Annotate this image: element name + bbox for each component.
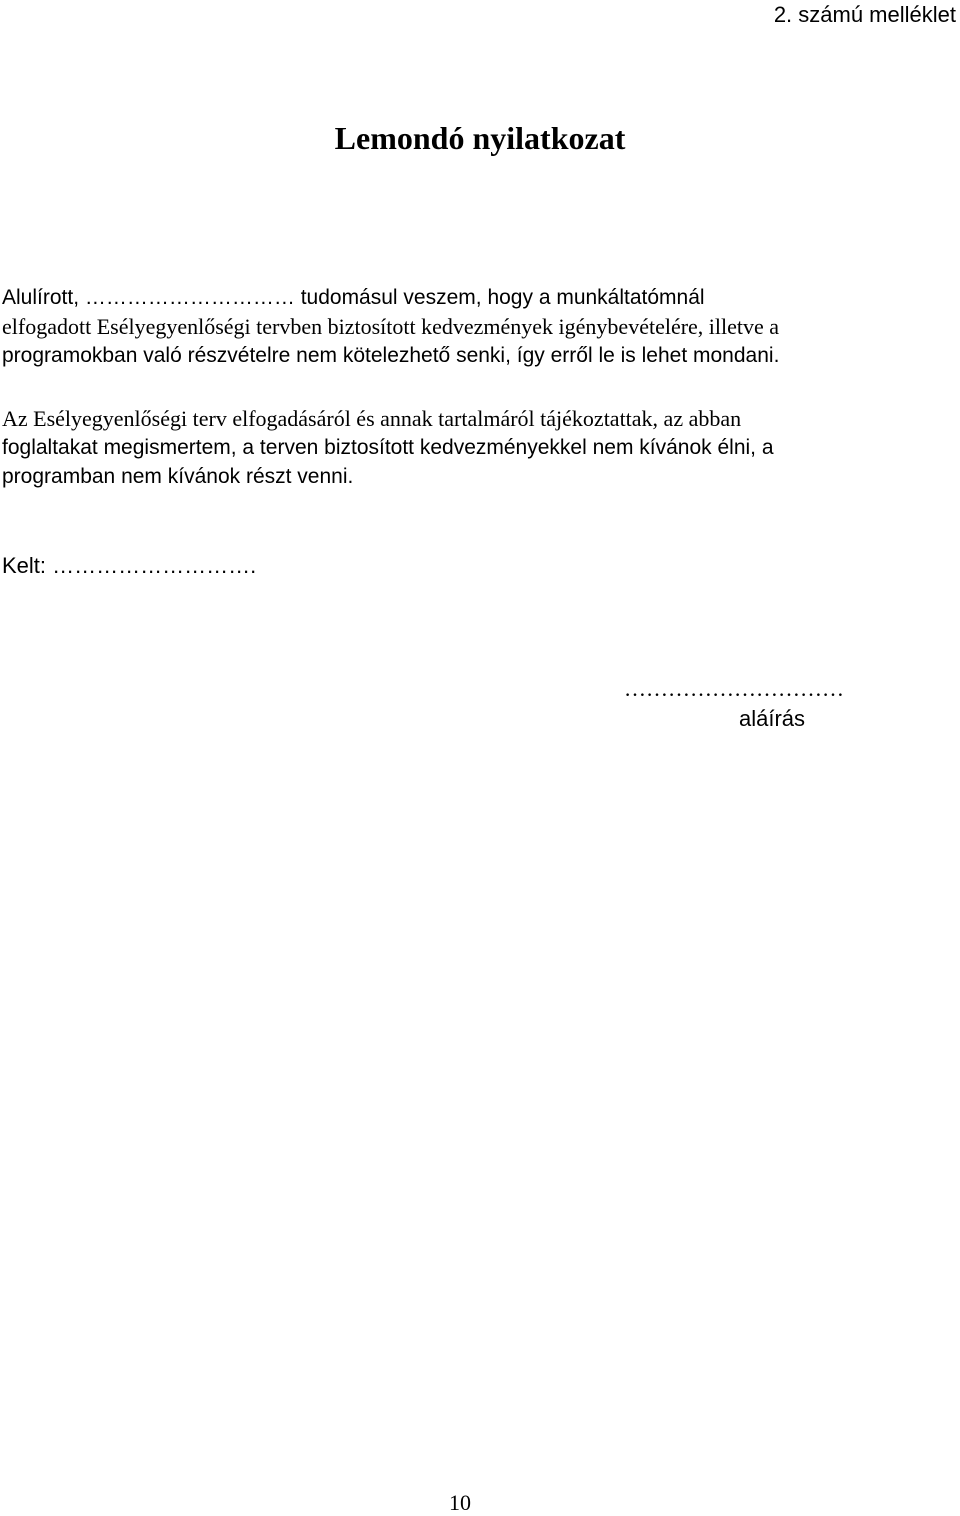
paragraph-line: foglaltakat megismertem, a terven biztosított kedvezményekkel nem kívánok élni, a bbox=[2, 436, 774, 459]
page-number: 10 bbox=[449, 1490, 471, 1515]
acknowledgement-paragraph bbox=[2, 404, 952, 491]
appendix-label: 2. számú melléklet bbox=[773, 2, 956, 27]
paragraph-line: elfogadott Esélyegyenlőségi tervben biztosított kedvezmények igénybevételére, illetve a bbox=[2, 314, 780, 339]
paragraph-line: Az Esélyegyenlőségi terv elfogadásáról és annak tartalmáról tájékoztattak, az abban bbox=[2, 406, 742, 431]
paragraph-line: programban nem kívánok részt venni. bbox=[2, 465, 354, 488]
date-line: Kelt: ………………………. bbox=[2, 553, 257, 578]
declaration-paragraph bbox=[2, 283, 952, 370]
signature-line: ………………………… bbox=[624, 676, 844, 701]
document-title: Lemondó nyilatkozat bbox=[334, 120, 626, 156]
paragraph-line: programokban való részvételre nem kötelezhető senki, így erről le is lehet mondani. bbox=[2, 344, 780, 367]
paragraph-line: Alulírott, ………………………… tudomásul veszem, hogy a munkáltatómnál bbox=[2, 286, 705, 309]
signature-label: aláírás bbox=[739, 706, 806, 731]
